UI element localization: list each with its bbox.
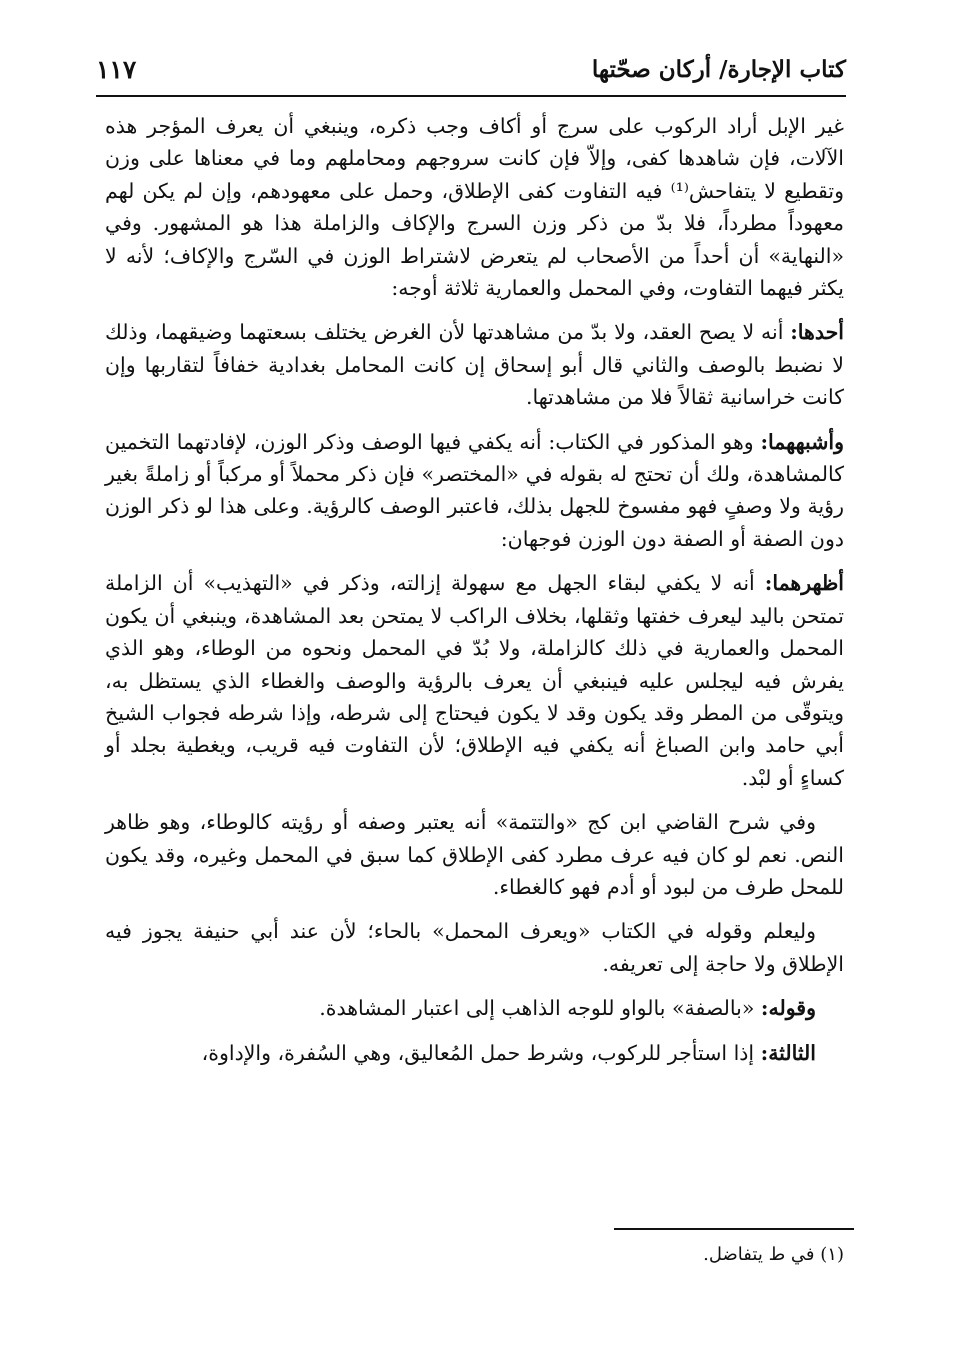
paragraph-text: إذا استأجر للركوب، وشرط حمل المُعاليق، وهي السُفرة، والإداوة،: [201, 1040, 761, 1065]
paragraph-text: وهو المذكور في الكتاب: أنه يكفي فيها الوصف وذكر الوزن، لإفادتهما التخمين كالمشاهدة، ولك أن تحتج له بقوله في «المختصر» فإن ذكر محملاً أو مركباً أو زاملةً بغير رؤية ولا وصفٍ فهو مفسوخ للجهل بذلك، فاعتبر الوصف كالرؤية. وعلى هذا لو ذكر الوزن دون الصفة أو الصفة دون الوزن فوجهان:: [105, 429, 844, 551]
paragraph-text: وفي شرح القاضي ابن كج «والتتمة» أنه يعتبر وصفه أو رؤيته كالوطاء، وهو ظاهر النص. نعم لو كان فيه عرف مطرد كفى الإطلاق كما سبق في المحمل وغيره، وقد يكون للمحل طرف من لبود أو أدم فهو كالغطاء.: [105, 810, 844, 899]
paragraph-text: «بالصفة» بالواو للوجه الذاهب إلى اعتبار المشاهدة.: [319, 996, 761, 1021]
chapter-title: كتاب الإجارة/ أركان صحّتها: [591, 56, 846, 83]
page-number: ١١٧: [96, 55, 137, 84]
running-header: [96, 50, 846, 94]
paragraph-lead: وقوله:: [760, 996, 816, 1021]
paragraph-2: [105, 316, 844, 413]
main-text: [105, 110, 844, 1081]
paragraph-7: [105, 992, 844, 1024]
paragraph-text: أنه لا يكفي لبقاء الجهل مع سهولة إزالته، وذكر في «التهذيب» أن الزاملة تمتحن باليد ليعرف خفتها وثقلها، بخلاف الراكب لا يمتحن بعد المشاهدة، وينبغي أن يكون المحمل والعمارية في ذلك كالزاملة، ولا بُدّ في المحمل ونحوه من الوطاء، وهو الذي يفرش فيه ليجلس عليه فينبغي أن يعرف بالرؤية والوصف والغطاء الذي يستظل به، ويتوقّى من المطر وقد يكون وقد لا يكون فيحتاج إلى شرطه، وإذا شرطه فجواب الشيخ أبي حامد وابن الصباغ أنه يكفي فيه الإطلاق؛ لأن التفاوت فيه قريب، ويغطية بجلد أو كساءٍ أو لبْد.: [105, 571, 844, 790]
paragraph-lead: الثالثة:: [760, 1040, 816, 1065]
paragraph-5: [105, 806, 844, 903]
paragraph-6: [105, 915, 844, 980]
footnote: (١) في ط يتفاضل.: [703, 1244, 844, 1265]
header-divider: [96, 95, 846, 97]
footnote-divider: [614, 1228, 854, 1230]
paragraph-text: وليعلم وقوله في الكتاب «ويعرف المحمل» بالحاء؛ لأن عند أبي حنيفة يجوز فيه الإطلاق ولا حاجة إلى تعريفه.: [105, 919, 844, 976]
paragraph-4: [105, 567, 844, 794]
paragraph-1: [105, 110, 844, 304]
paragraph-lead: وأشبههما:: [760, 429, 844, 454]
paragraph-8: [105, 1037, 844, 1069]
paragraph-lead: أحدها:: [790, 320, 844, 345]
paragraph-text: غير الإبل أراد الركوب على سرج أو أكاف وجب ذكره، وينبغي أن يعرف المؤجر هذه الآلات، فإن شاهدها كفى، وإلاّ فإن كانت سروجهم ومحاملهم وما في معناها على وزن وتقطيع لا يتفاحش⁽¹⁾ فيه التفاوت كفى الإطلاق، وحمل على معهودهم، وإن لم يكن لهم معهوداً مطرداً، فلا بدّ من ذكر وزن السرج والإكاف والزاملة هذا هو المشهور. وفي «النهاية» أن أحداً من الأصحاب لم يتعرض لاشتراط الوزن في السّرج والإكاف؛ لأنه لا يكثر فيهما التفاوت، وفي المحمل والعمارية ثلاثة أوجه:: [105, 114, 844, 301]
paragraph-text: أنه لا يصح العقد، ولا بدّ من مشاهدتها لأن الغرض يختلف بسعتهما وضيقهما، وذلك لا نضبط بالوصف والثاني قال أبو إسحاق إن كانت المحامل بغدادية خفافاً لتقاربها وإن كانت خراسانية ثقالاً فلا من مشاهدتها.: [105, 320, 844, 410]
paragraph-lead: أظهرهما:: [764, 571, 844, 596]
paragraph-3: [105, 426, 844, 556]
